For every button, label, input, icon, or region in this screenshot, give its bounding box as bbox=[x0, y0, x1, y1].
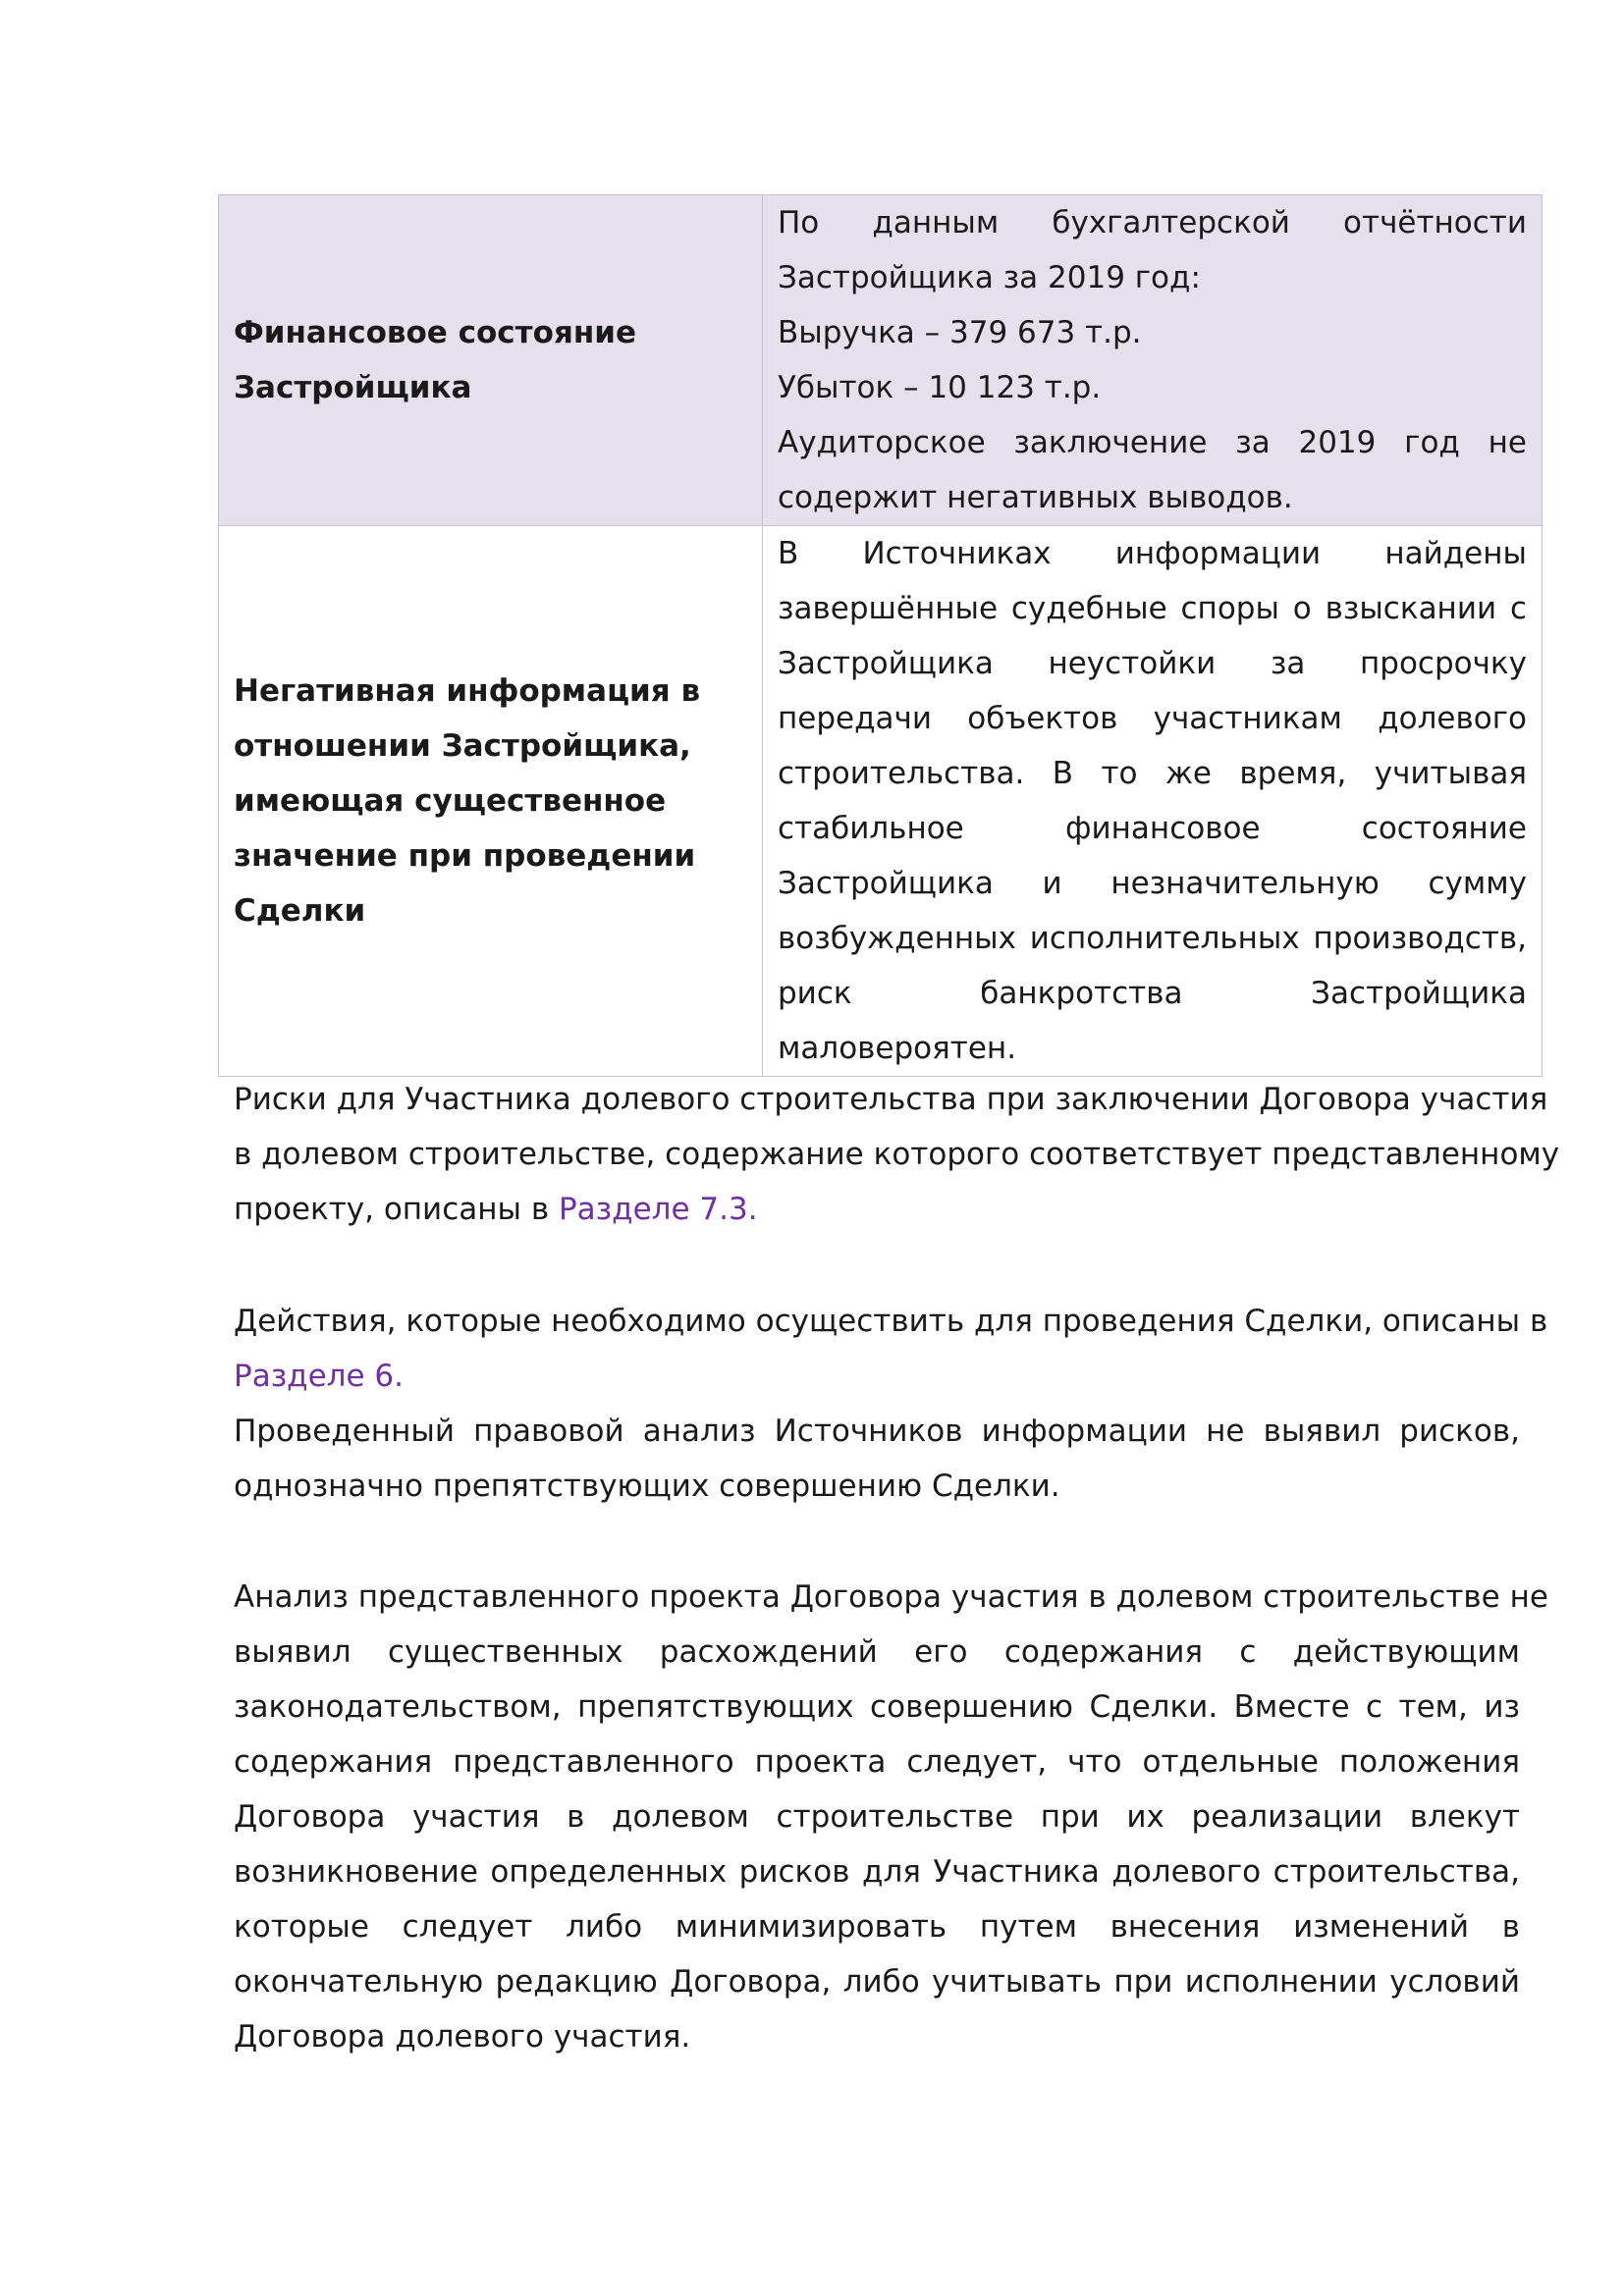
label-line: Сделки bbox=[234, 893, 366, 929]
paragraph-line: которые следует либо минимизировать путем внесения изменений в bbox=[234, 1909, 1520, 1945]
value-line: риск банкротства Застройщика маловероятен. bbox=[778, 976, 1527, 1066]
paragraph-line: Проведенный правовой анализ Источников информации не выявил рисков, bbox=[234, 1414, 1520, 1449]
table-label-cell bbox=[219, 526, 763, 1077]
paragraph-line: окончательную редакцию Договора, либо учитывать при исполнении условий bbox=[234, 1964, 1520, 2000]
value-line: По данным бухгалтерской отчётности bbox=[778, 205, 1527, 240]
label-line: Негативная информация в bbox=[234, 673, 701, 709]
value-line: строительства. В то же время, учитывая bbox=[778, 756, 1527, 791]
paragraph-line: Анализ представленного проекта Договора участия в долевом строительстве не bbox=[234, 1579, 1548, 1615]
paragraph-line: Договора участия в долевом строительстве при их реализации влекут bbox=[234, 1799, 1520, 1835]
table-row-financial-state bbox=[219, 195, 1543, 526]
paragraph-line: законодательством, препятствующих совершению Сделки. Вместе с тем, из bbox=[234, 1689, 1520, 1725]
label-line: Застройщика bbox=[234, 370, 472, 405]
paragraph-line: содержания представленного проекта следует, что отдельные положения bbox=[234, 1744, 1520, 1780]
paragraph-line: Риски для Участника долевого строительства при заключении Договора участия bbox=[234, 1082, 1548, 1117]
paragraph-actions bbox=[234, 1294, 1548, 1514]
summary-table bbox=[218, 194, 1543, 1077]
value-line: передачи объектов участникам долевого bbox=[778, 701, 1527, 736]
paragraph-line: Договора долевого участия. bbox=[234, 2019, 691, 2055]
paragraph-risks bbox=[234, 1072, 1560, 1237]
table-value-cell bbox=[763, 195, 1543, 526]
value-line: Застройщика неустойки за просрочку bbox=[778, 646, 1527, 681]
paragraph-line: выявил существенных расхождений его содержания с действующим bbox=[234, 1634, 1520, 1670]
value-line: В Источниках информации найдены bbox=[778, 536, 1527, 571]
table-value-cell bbox=[763, 526, 1543, 1077]
value-line: Застройщика и незначительную сумму bbox=[778, 866, 1527, 901]
paragraph-line: Действия, которые необходимо осуществить для проведения Сделки, описаны в bbox=[234, 1304, 1548, 1339]
section-7-3-link[interactable]: Разделе 7.3. bbox=[558, 1192, 758, 1227]
paragraph-line: однозначно препятствующих совершению Сделки. bbox=[234, 1468, 1060, 1504]
value-line: завершённые судебные споры о взыскании с bbox=[778, 591, 1527, 626]
label-line: имеющая существенное bbox=[234, 783, 667, 819]
value-line: возбужденных исполнительных производств, bbox=[778, 921, 1527, 956]
paragraph-line bbox=[234, 1182, 1520, 1237]
paragraph-text: проекту, описаны в bbox=[234, 1192, 559, 1227]
table-label-cell bbox=[219, 195, 763, 526]
paragraph-line bbox=[234, 1349, 1520, 1404]
value-line: Аудиторское заключение за 2019 год не bbox=[778, 425, 1527, 460]
value-line: Застройщика за 2019 год: bbox=[778, 260, 1201, 295]
section-6-link[interactable]: Разделе 6. bbox=[234, 1359, 404, 1394]
paragraph-line: в долевом строительстве, содержание которого соответствует представленному bbox=[234, 1137, 1560, 1172]
paragraph-analysis bbox=[234, 1570, 1548, 2064]
table-row-negative-info bbox=[219, 526, 1543, 1077]
label-line: отношении Застройщика, bbox=[234, 728, 691, 764]
label-line: значение при проведении bbox=[234, 838, 696, 874]
value-line: стабильное финансовое состояние bbox=[778, 811, 1527, 846]
value-line: Убыток – 10 123 т.р. bbox=[778, 370, 1102, 405]
paragraph-line: возникновение определенных рисков для Участника долевого строительства, bbox=[234, 1854, 1520, 1890]
value-line: содержит негативных выводов. bbox=[778, 480, 1293, 515]
value-line: Выручка – 379 673 т.р. bbox=[778, 315, 1142, 350]
label-line: Финансовое состояние bbox=[234, 315, 637, 350]
